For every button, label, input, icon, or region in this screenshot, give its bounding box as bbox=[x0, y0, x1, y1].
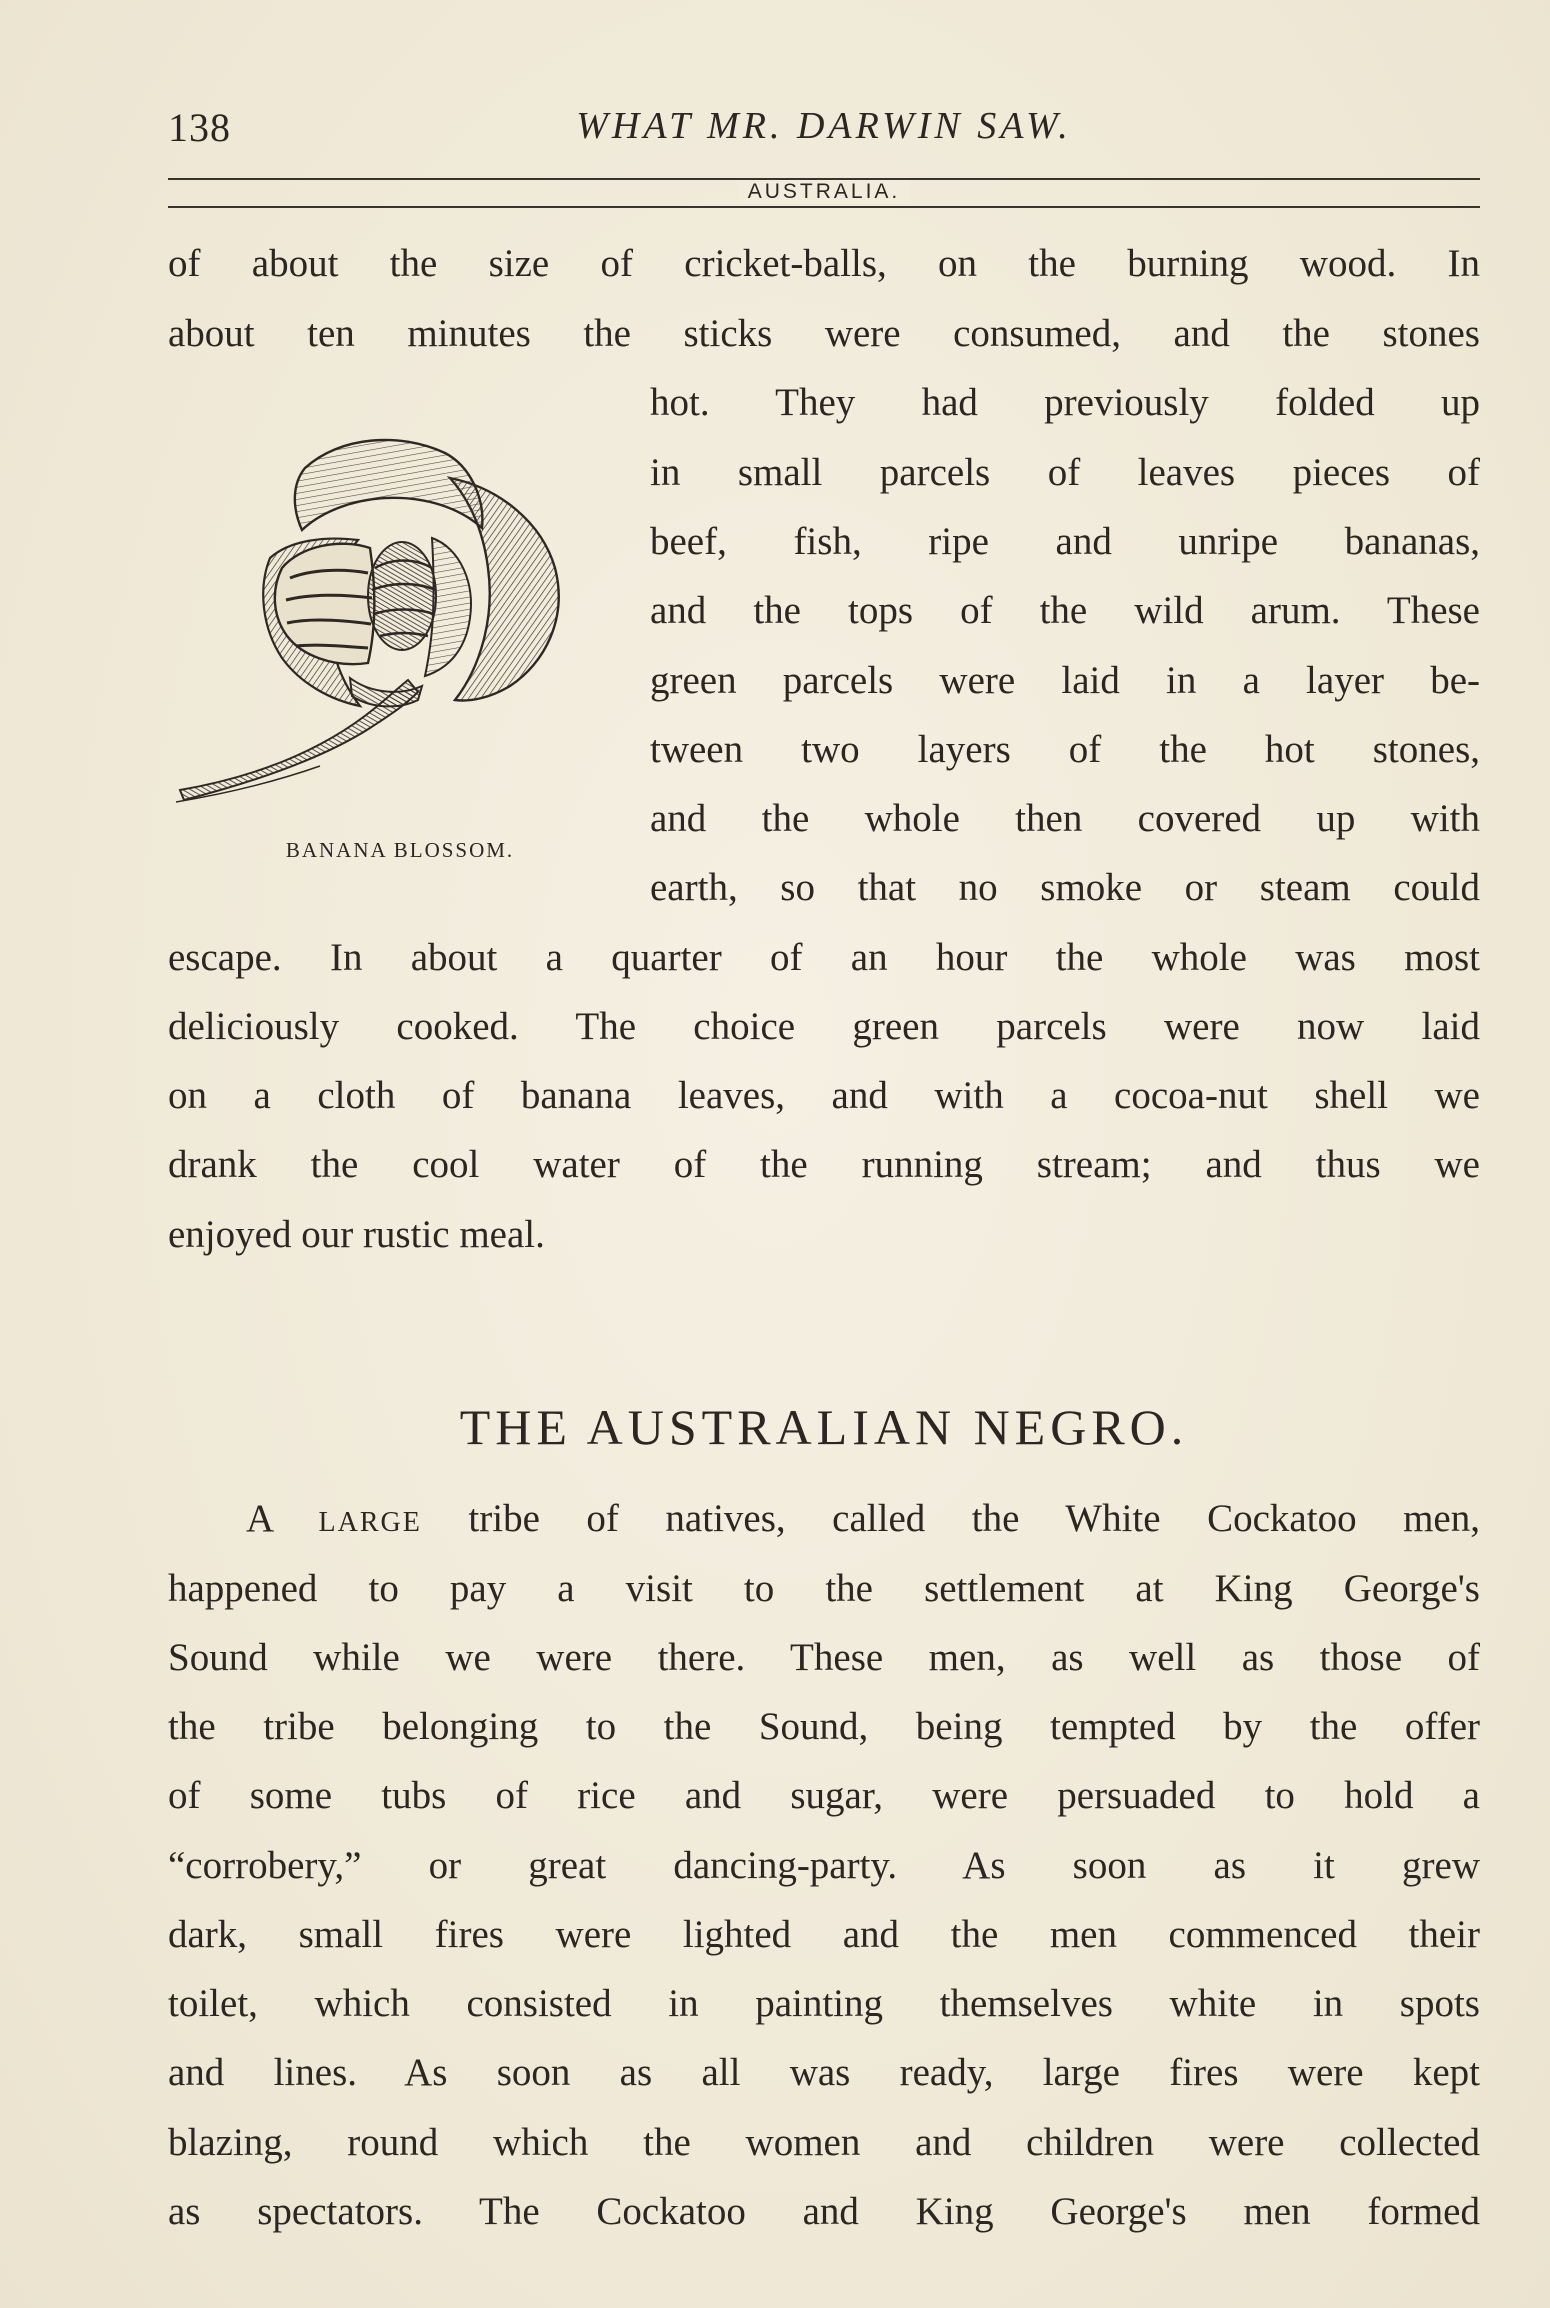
section-label-text: AUSTRALIA. bbox=[738, 180, 911, 203]
figure-caption: BANANA BLOSSOM. bbox=[285, 838, 515, 862]
text-line: of some tubs of rice and sugar, were persuaded to hold a bbox=[168, 1774, 1480, 1817]
text-line bbox=[246, 1496, 1480, 1546]
text-line: happened to pay a visit to the settlement at King George's bbox=[168, 1567, 1480, 1610]
text-line: about ten minutes the sticks were consumed, and the stones bbox=[168, 312, 1480, 355]
text-line: deliciously cooked. The choice green parcels were now laid bbox=[168, 1005, 1480, 1048]
text-line: on a cloth of banana leaves, and with a cocoa-nut shell we bbox=[168, 1074, 1480, 1117]
text-line: tween two layers of the hot stones, bbox=[650, 728, 1480, 771]
line-rest: tribe of natives, called the White Cockatoo men, bbox=[421, 1497, 1480, 1540]
text-line: Sound while we were there. These men, as well as those of bbox=[168, 1636, 1480, 1679]
text-line: escape. In about a quarter of an hour the whole was most bbox=[168, 936, 1480, 979]
smallcaps-word: LARGE bbox=[318, 1507, 422, 1538]
text-line: of about the size of cricket-balls, on the burning wood. In bbox=[168, 242, 1480, 285]
text-line: hot. They had previously folded up bbox=[650, 381, 1480, 424]
text-line: blazing, round which the women and children were collected bbox=[168, 2121, 1480, 2164]
text-line: enjoyed our rustic meal. bbox=[168, 1213, 545, 1256]
text-line: and the tops of the wild arum. These bbox=[650, 589, 1480, 632]
text-line: “corrobery,” or great dancing-party. As soon as it grew bbox=[168, 1844, 1480, 1887]
text-line: earth, so that no smoke or steam could bbox=[650, 866, 1480, 909]
section-label bbox=[168, 178, 1480, 206]
banana-blossom-icon bbox=[170, 418, 610, 818]
text-line: dark, small fires were lighted and the men commenced their bbox=[168, 1913, 1480, 1956]
text-line: as spectators. The Cockatoo and King George's men formed bbox=[168, 2190, 1480, 2233]
text-line: in small parcels of leaves pieces of bbox=[650, 451, 1480, 494]
text-line: and the whole then covered up with bbox=[650, 797, 1480, 840]
text-line: green parcels were laid in a layer be- bbox=[650, 659, 1480, 702]
text-line: toilet, which consisted in painting themselves white in spots bbox=[168, 1982, 1480, 2025]
text-line: and lines. As soon as all was ready, large fires were kept bbox=[168, 2051, 1480, 2094]
page-header bbox=[168, 96, 1480, 156]
page-number: 138 bbox=[168, 105, 231, 150]
text-line: drank the cool water of the running stream; and thus we bbox=[168, 1143, 1480, 1186]
section-heading: THE AUSTRALIAN NEGRO. bbox=[459, 1399, 1189, 1455]
text-line: the tribe belonging to the Sound, being tempted by the offer bbox=[168, 1705, 1480, 1748]
initial-word: A bbox=[246, 1497, 319, 1540]
text-line: beef, fish, ripe and unripe bananas, bbox=[650, 520, 1480, 563]
header-rule-bottom bbox=[168, 206, 1480, 208]
running-title: WHAT MR. DARWIN SAW. bbox=[576, 105, 1072, 147]
